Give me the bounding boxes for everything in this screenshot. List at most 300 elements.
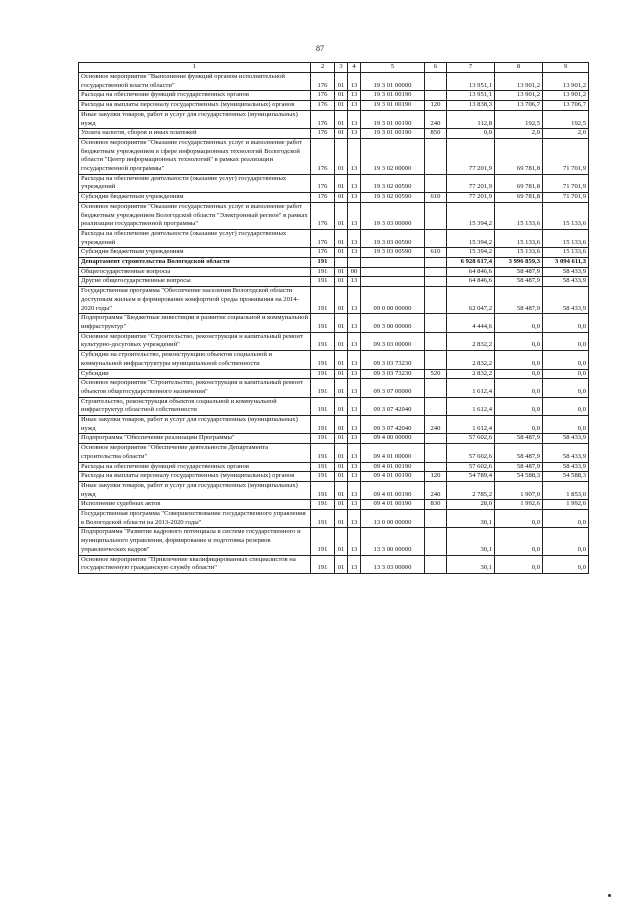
section-code-cell: 01 [335,528,348,555]
ministry-code-cell: 176 [311,193,335,203]
table-row [79,369,589,379]
amount-cell-col8: 13 901,2 [495,91,543,101]
ministry-code-cell: 176 [311,248,335,258]
row-name-cell: Расходы на обеспечение функций государственных органов [79,91,311,101]
ministry-code-cell: 191 [311,444,335,462]
table-row [79,351,589,369]
ministry-code-cell: 176 [311,101,335,111]
budget-table [78,62,589,574]
amount-cell-col7: 28,0 [447,500,495,510]
row-name-cell: Основное мероприятие "Обеспечение деятельности Департамента строительства области" [79,444,311,462]
row-name-cell: Иные закупки товаров, работ и услуг для государственных (муниципальных) нужд [79,481,311,499]
amount-cell-col7: 30,1 [447,528,495,555]
expense-type-cell [425,462,447,472]
section-code-cell: 01 [335,434,348,444]
target-article-cell: 19 3 03 00000 [361,202,425,229]
expense-type-cell: 120 [425,472,447,482]
amount-cell-col9: 58 433,9 [543,434,589,444]
row-name-cell: Государственная программа "Обеспечение населения Вологодской области доступным жильем и формирование комфортной среды проживания на 2014-2020 годы" [79,287,311,314]
row-name-cell: Подпрограмма "Развитие кадрового потенциала в системе государственного и муниципального управления, формирование и подготовка резервов управленческих кадров" [79,528,311,555]
subsection-code-cell: 13 [348,434,361,444]
row-name-cell: Субсидии на строительство, реконструкцию объектов социальной и коммунальной инфраструктуры муниципальной собственности [79,351,311,369]
expense-type-cell: 610 [425,248,447,258]
table-row [79,332,589,350]
amount-cell-col7: 13 951,1 [447,73,495,91]
section-code-cell [335,258,348,268]
amount-cell-col7: 112,8 [447,110,495,128]
amount-cell-col8: 58 487,9 [495,267,543,277]
amount-cell-col8: 2,0 [495,129,543,139]
row-name-cell: Общегосударственные вопросы [79,267,311,277]
amount-cell-col9: 13 901,2 [543,73,589,91]
target-article-cell: 09 3 07 00000 [361,379,425,397]
amount-cell-col7: 1 612,4 [447,416,495,434]
amount-cell-col9: 58 433,9 [543,277,589,287]
amount-cell-col8: 69 781,8 [495,138,543,174]
ministry-code-cell: 176 [311,229,335,247]
target-article-cell: 19 3 01 00000 [361,73,425,91]
subsection-code-cell: 13 [348,314,361,332]
section-code-cell: 01 [335,332,348,350]
row-name-cell: Подпрограмма "Обеспечение реализации Программы" [79,434,311,444]
ministry-code-cell: 191 [311,397,335,415]
expense-type-cell [425,174,447,192]
subsection-code-cell: 13 [348,101,361,111]
row-name-cell: Основное мероприятие "Выполнение функций органом исполнительной государственной власти области" [79,73,311,91]
ministry-code-cell: 191 [311,332,335,350]
subsection-code-cell: 13 [348,202,361,229]
amount-cell-col9: 15 133,6 [543,229,589,247]
amount-cell-col8: 3 996 859,3 [495,258,543,268]
column-header: 8 [495,63,543,73]
ministry-code-cell: 176 [311,91,335,101]
target-article-cell: 13 3 00 00000 [361,528,425,555]
section-code-cell: 01 [335,267,348,277]
amount-cell-col8: 58 487,9 [495,277,543,287]
table-row [79,277,589,287]
target-article-cell [361,277,425,287]
section-code-cell: 01 [335,138,348,174]
subsection-code-cell [348,258,361,268]
section-code-cell: 01 [335,277,348,287]
expense-type-cell: 520 [425,369,447,379]
column-header: 4 [348,63,361,73]
ministry-code-cell: 176 [311,73,335,91]
amount-cell-col8: 15 133,6 [495,229,543,247]
subsection-code-cell: 13 [348,110,361,128]
amount-cell-col8: 58 487,9 [495,462,543,472]
target-article-cell: 09 4 01 00190 [361,462,425,472]
ministry-code-cell: 191 [311,528,335,555]
table-row [79,174,589,192]
ministry-code-cell: 191 [311,472,335,482]
amount-cell-col9: 0,0 [543,369,589,379]
section-code-cell: 01 [335,193,348,203]
table-row [79,528,589,555]
row-name-cell: Департамент строительства Вологодской области [79,258,311,268]
subsection-code-cell: 13 [348,379,361,397]
amount-cell-col8: 192,5 [495,110,543,128]
table-row [79,500,589,510]
section-code-cell: 01 [335,314,348,332]
amount-cell-col9: 58 433,9 [543,287,589,314]
table-row [79,258,589,268]
ministry-code-cell: 176 [311,202,335,229]
section-code-cell: 01 [335,416,348,434]
row-name-cell: Субсидии бюджетным учреждениям [79,248,311,258]
amount-cell-col7: 77 201,9 [447,138,495,174]
ministry-code-cell: 191 [311,314,335,332]
amount-cell-col7: 2 832,2 [447,332,495,350]
expense-type-cell [425,397,447,415]
subsection-code-cell: 13 [348,287,361,314]
target-article-cell: 19 3 01 00190 [361,129,425,139]
amount-cell-col7: 15 394,2 [447,229,495,247]
amount-cell-col8: 58 487,9 [495,444,543,462]
target-article-cell: 13 3 03 00000 [361,555,425,573]
row-name-cell: Субсидии [79,369,311,379]
section-code-cell: 01 [335,101,348,111]
amount-cell-col9: 192,5 [543,110,589,128]
column-header: 9 [543,63,589,73]
amount-cell-col9: 15 133,6 [543,202,589,229]
table-row [79,101,589,111]
row-name-cell: Расходы на выплаты персоналу государственных (муниципальных) органов [79,101,311,111]
ministry-code-cell: 191 [311,434,335,444]
target-article-cell: 09 4 01 00190 [361,481,425,499]
section-code-cell: 01 [335,369,348,379]
amount-cell-col8: 0,0 [495,528,543,555]
expense-type-cell [425,287,447,314]
table-row [79,73,589,91]
amount-cell-col7: 54 789,4 [447,472,495,482]
subsection-code-cell: 13 [348,277,361,287]
expense-type-cell [425,314,447,332]
section-code-cell: 01 [335,379,348,397]
amount-cell-col9: 15 133,6 [543,248,589,258]
amount-cell-col8: 0,0 [495,510,543,528]
ministry-code-cell: 191 [311,267,335,277]
subsection-code-cell: 13 [348,416,361,434]
amount-cell-col7: 57 602,6 [447,462,495,472]
expense-type-cell [425,91,447,101]
target-article-cell [361,258,425,268]
ministry-code-cell: 191 [311,510,335,528]
expense-type-cell [425,229,447,247]
section-code-cell: 01 [335,229,348,247]
scan-mark [608,894,611,897]
amount-cell-col7: 6 928 617,4 [447,258,495,268]
row-name-cell: Расходы на выплаты персоналу государственных (муниципальных) органов [79,472,311,482]
amount-cell-col9: 54 588,3 [543,472,589,482]
subsection-code-cell: 13 [348,129,361,139]
table-row [79,397,589,415]
target-article-cell: 19 3 01 00190 [361,91,425,101]
subsection-code-cell: 13 [348,510,361,528]
target-article-cell: 19 3 01 00190 [361,110,425,128]
target-article-cell: 19 3 03 00590 [361,248,425,258]
amount-cell-col7: 15 394,2 [447,248,495,258]
table-row [79,481,589,499]
ministry-code-cell: 191 [311,555,335,573]
amount-cell-col9: 0,0 [543,416,589,434]
subsection-code-cell: 13 [348,397,361,415]
expense-type-cell [425,73,447,91]
row-name-cell: Основное мероприятие "Оказание государственных услуг и выполнение работ бюджетным учреждением Вологодской области "Электронный регион" в рамках реализации государственной программы" [79,202,311,229]
expense-type-cell [425,332,447,350]
section-code-cell: 01 [335,351,348,369]
amount-cell-col7: 2 832,2 [447,351,495,369]
subsection-code-cell: 13 [348,472,361,482]
expense-type-cell [425,510,447,528]
ministry-code-cell: 191 [311,462,335,472]
target-article-cell: 09 3 03 73230 [361,369,425,379]
section-code-cell: 01 [335,202,348,229]
subsection-code-cell: 13 [348,369,361,379]
subsection-code-cell: 13 [348,555,361,573]
table-row [79,416,589,434]
target-article-cell: 09 4 01 00000 [361,444,425,462]
target-article-cell: 19 3 01 00190 [361,101,425,111]
target-article-cell: 09 3 03 73230 [361,351,425,369]
amount-cell-col8: 0,0 [495,379,543,397]
target-article-cell: 09 3 07 42040 [361,397,425,415]
expense-type-cell: 240 [425,416,447,434]
amount-cell-col9: 0,0 [543,351,589,369]
row-name-cell: Исполнение судебных актов [79,500,311,510]
amount-cell-col8: 69 781,8 [495,193,543,203]
amount-cell-col9: 0,0 [543,555,589,573]
target-article-cell: 19 3 03 00590 [361,229,425,247]
amount-cell-col8: 58 487,9 [495,287,543,314]
ministry-code-cell: 176 [311,174,335,192]
expense-type-cell: 120 [425,101,447,111]
column-header: 1 [79,63,311,73]
section-code-cell: 01 [335,287,348,314]
subsection-code-cell: 13 [348,528,361,555]
table-row [79,462,589,472]
subsection-code-cell: 13 [348,193,361,203]
expense-type-cell: 240 [425,110,447,128]
subsection-code-cell: 13 [348,444,361,462]
amount-cell-col8: 13 901,2 [495,73,543,91]
amount-cell-col8: 0,0 [495,416,543,434]
row-name-cell: Уплата налогов, сборов и иных платежей [79,129,311,139]
amount-cell-col7: 62 047,2 [447,287,495,314]
ministry-code-cell: 176 [311,110,335,128]
amount-cell-col8: 0,0 [495,314,543,332]
amount-cell-col9: 1 853,0 [543,481,589,499]
table-row [79,129,589,139]
ministry-code-cell: 191 [311,379,335,397]
column-header: 3 [335,63,348,73]
expense-type-cell [425,379,447,397]
target-article-cell: 09 0 00 00000 [361,287,425,314]
row-name-cell: Субсидии бюджетным учреждениям [79,193,311,203]
table-row [79,91,589,101]
amount-cell-col7: 77 201,9 [447,193,495,203]
amount-cell-col9: 58 433,9 [543,462,589,472]
row-name-cell: Государственная программа "Совершенствование государственного управления в Вологодской области на 2013-2020 годы" [79,510,311,528]
table-row [79,202,589,229]
subsection-code-cell: 00 [348,267,361,277]
ministry-code-cell: 176 [311,138,335,174]
expense-type-cell: 610 [425,193,447,203]
amount-cell-col7: 64 846,6 [447,277,495,287]
subsection-code-cell: 13 [348,481,361,499]
ministry-code-cell: 191 [311,287,335,314]
amount-cell-col8: 0,0 [495,369,543,379]
subsection-code-cell: 13 [348,73,361,91]
table-row [79,314,589,332]
expense-type-cell: 240 [425,481,447,499]
amount-cell-col7: 57 602,6 [447,434,495,444]
table-row [79,267,589,277]
amount-cell-col9: 2,0 [543,129,589,139]
expense-type-cell [425,277,447,287]
subsection-code-cell: 13 [348,351,361,369]
amount-cell-col9: 3 094 611,3 [543,258,589,268]
ministry-code-cell: 191 [311,481,335,499]
amount-cell-col7: 13 838,3 [447,101,495,111]
column-header: 6 [425,63,447,73]
amount-cell-col9: 13 901,2 [543,91,589,101]
target-article-cell: 09 3 07 42040 [361,416,425,434]
amount-cell-col9: 58 433,9 [543,267,589,277]
amount-cell-col9: 0,0 [543,528,589,555]
amount-cell-col8: 15 133,6 [495,202,543,229]
section-code-cell: 01 [335,555,348,573]
amount-cell-col8: 1 992,6 [495,500,543,510]
table-row [79,555,589,573]
column-header: 2 [311,63,335,73]
subsection-code-cell: 13 [348,138,361,174]
amount-cell-col9: 0,0 [543,510,589,528]
table-body [79,73,589,574]
row-name-cell: Основное мероприятие "Строительство, реконструкция и капитальный ремонт культурно-досуговых учреждений" [79,332,311,350]
amount-cell-col7: 0,0 [447,129,495,139]
amount-cell-col8: 1 907,0 [495,481,543,499]
amount-cell-col7: 30,1 [447,555,495,573]
amount-cell-col9: 71 701,9 [543,138,589,174]
subsection-code-cell: 13 [348,248,361,258]
table-row [79,110,589,128]
amount-cell-col8: 13 706,7 [495,101,543,111]
section-code-cell: 01 [335,444,348,462]
section-code-cell: 01 [335,397,348,415]
amount-cell-col9: 58 433,9 [543,444,589,462]
expense-type-cell: 850 [425,129,447,139]
subsection-code-cell: 13 [348,174,361,192]
amount-cell-col8: 0,0 [495,397,543,415]
target-article-cell: 09 3 00 00000 [361,314,425,332]
column-header: 5 [361,63,425,73]
section-code-cell: 01 [335,110,348,128]
table-row [79,193,589,203]
amount-cell-col7: 13 951,1 [447,91,495,101]
page-number: 87 [316,44,324,53]
table-row [79,444,589,462]
expense-type-cell [425,202,447,229]
amount-cell-col9: 71 701,9 [543,193,589,203]
row-name-cell: Подпрограмма "Бюджетные инвестиции в развитие социальной и коммунальной инфраструктур" [79,314,311,332]
row-name-cell: Иные закупки товаров, работ и услуг для государственных (муниципальных) нужд [79,110,311,128]
target-article-cell: 19 3 02 00000 [361,138,425,174]
table-row [79,138,589,174]
amount-cell-col7: 57 602,6 [447,444,495,462]
amount-cell-col8: 0,0 [495,351,543,369]
amount-cell-col7: 2 785,2 [447,481,495,499]
target-article-cell: 13 0 00 00000 [361,510,425,528]
table-row [79,472,589,482]
expense-type-cell: 830 [425,500,447,510]
section-code-cell: 01 [335,462,348,472]
row-name-cell: Строительство, реконструкция объектов социальной и коммунальной инфраструктур областной собственности [79,397,311,415]
target-article-cell: 19 3 02 00590 [361,193,425,203]
section-code-cell: 01 [335,510,348,528]
row-name-cell: Другие общегосударственные вопросы [79,277,311,287]
expense-type-cell [425,138,447,174]
amount-cell-col7: 1 612,4 [447,397,495,415]
ministry-code-cell: 191 [311,416,335,434]
expense-type-cell [425,528,447,555]
amount-cell-col7: 15 394,2 [447,202,495,229]
section-code-cell: 01 [335,129,348,139]
section-code-cell: 01 [335,174,348,192]
ministry-code-cell: 191 [311,258,335,268]
ministry-code-cell: 191 [311,500,335,510]
row-name-cell: Основное мероприятие "Оказание государственных услуг и выполнение работ бюджетным учреждением в сфере информационных технологий Вологодской области "Центр информационных технологий" в рамках реализации государственной программы" [79,138,311,174]
amount-cell-col9: 0,0 [543,379,589,397]
amount-cell-col9: 13 706,7 [543,101,589,111]
table-row [79,229,589,247]
column-header: 7 [447,63,495,73]
row-name-cell: Основное мероприятие "Привлечение квалифицированных специалистов на государственную гражданскую службу области" [79,555,311,573]
section-code-cell: 01 [335,73,348,91]
section-code-cell: 01 [335,91,348,101]
amount-cell-col9: 0,0 [543,332,589,350]
subsection-code-cell: 13 [348,332,361,350]
row-name-cell: Расходы на обеспечение деятельности (оказание услуг) государственных учреждений [79,229,311,247]
amount-cell-col9: 1 992,6 [543,500,589,510]
section-code-cell: 01 [335,472,348,482]
ministry-code-cell: 176 [311,129,335,139]
amount-cell-col7: 1 612,4 [447,379,495,397]
amount-cell-col9: 71 701,9 [543,174,589,192]
expense-type-cell [425,267,447,277]
row-name-cell: Расходы на обеспечение функций государственных органов [79,462,311,472]
subsection-code-cell: 13 [348,91,361,101]
target-article-cell: 09 4 00 00000 [361,434,425,444]
amount-cell-col8: 58 487,9 [495,434,543,444]
section-code-cell: 01 [335,481,348,499]
amount-cell-col8: 0,0 [495,332,543,350]
target-article-cell [361,267,425,277]
expense-type-cell [425,351,447,369]
amount-cell-col8: 69 781,8 [495,174,543,192]
table-row [79,510,589,528]
ministry-code-cell: 191 [311,351,335,369]
amount-cell-col7: 64 846,6 [447,267,495,277]
section-code-cell: 01 [335,500,348,510]
table-row [79,248,589,258]
amount-cell-col9: 0,0 [543,397,589,415]
table-row [79,379,589,397]
expense-type-cell [425,555,447,573]
row-name-cell: Иные закупки товаров, работ и услуг для государственных (муниципальных) нужд [79,416,311,434]
table-row [79,434,589,444]
target-article-cell: 09 4 01 00190 [361,500,425,510]
